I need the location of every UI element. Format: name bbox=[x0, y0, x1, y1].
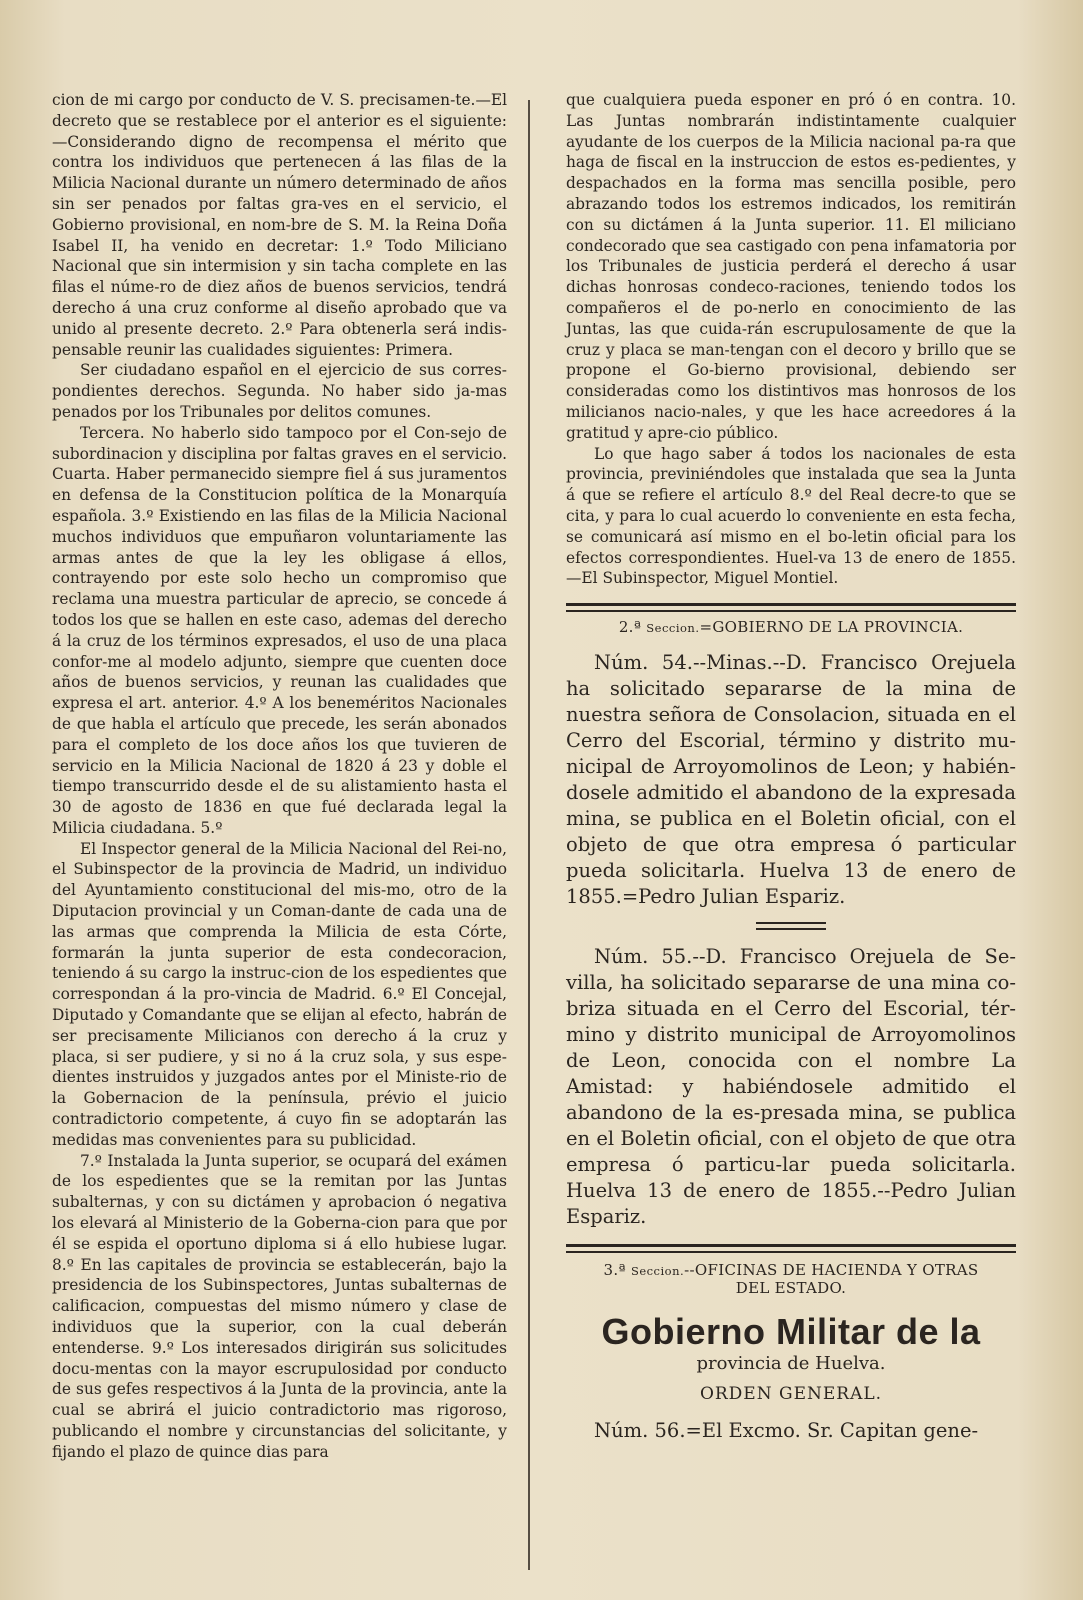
closing-paragraph: Lo que hago saber á todos los nacionales de esta provincia, previniéndoles que instalada que sea la Junta á que se refiere el artículo 8.º del Real decre-to que se cita, y para lo cual acuerdo lo conveniente en esta fecha, se comunicará así mismo en el bo-letin oficial para los efectos correspondientes. Huel-va 13 de enero de 1855.—El Subinspector, Miguel Montiel. bbox=[566, 444, 1016, 588]
section-3-heading: 3.ª Seccion.--OFICINAS DE HACIENDA Y OTRAS DEL ESTADO. bbox=[603, 1261, 979, 1298]
section-divider bbox=[566, 1244, 1016, 1253]
decree-continuation bbox=[566, 90, 1016, 589]
notice-divider bbox=[756, 922, 826, 930]
left-column bbox=[52, 90, 507, 1463]
military-government-title: Gobierno Militar de la bbox=[601, 1311, 981, 1353]
decree-paragraph: que cualquiera pueda esponer en pró ó en contra. 10. Las Juntas nombrarán indistintamente cualquier ayudante de los cuerpos de la Milicia nacional pa-ra que haga de fiscal en la instruccion de estos es-pedientes, y despachados en la forma mas sencilla posible, pero abrazando todos los estremos indicados, los remitirán con su dictámen á la Junta superior. 11. El miliciano condecorado que sea castigado con pena infamatoria por los Tribunales de justicia perderá el derecho á usar dichas honrosas condeco-raciones, teniendo todos los compañeros el de po-nerlo en conocimiento de las Juntas, las que cuida-rán escrupulosamente de que la cruz y placa se man-tengan con el decoro y brillo que se propone el Go-bierno provisional, debiendo ser consideradas como los distintivos mas honrosos de los milicianos nacio-nales, y que les hace acreedores á la gratitud y apre-cio público. bbox=[566, 91, 1016, 442]
section-2-heading: 2.ª Seccion.=GOBIERNO DE LA PROVINCIA. bbox=[618, 618, 964, 637]
decree-paragraph: El Inspector general de la Milicia Nacional del Rei-no, el Subinspector de la provincia de Madrid, un individuo del Ayuntamiento constitucional del mis-mo, otro de la Diputacion provincial y un Coman-dante de cada una de las armas que comprenda la Milicia de esta Córte, formarán la junta superior de esta condecoracion, teniendo á su cargo la instruc-cion de los espedientes que correspondan á la pro-vincia de Madrid. 6.º El Concejal, Diputado y Comandante que se elijan al efecto, habrán de ser precisamente Milicianos con derecho á la cruz y placa, si ser pudiere, y si no á la cruz sola, y sus espe-dientes instruidos y juzgados antes por el Ministe-rio de la Gobernacion de la península, prévio el juicio contradictorio competente, á cuyo fin se adoptarán las medidas mas convenientes para su publicidad. bbox=[52, 839, 507, 1149]
order-heading: ORDEN GENERAL. bbox=[699, 1384, 883, 1405]
decree-text bbox=[52, 90, 507, 1463]
column-divider bbox=[528, 100, 530, 1570]
notice-56: Núm. 56.=El Excmo. Sr. Capitan gene- bbox=[594, 1419, 979, 1443]
decree-paragraph: 7.º Instalada la Junta superior, se ocupará del exámen de los espedientes que se la remitan por las Juntas subalternas, y con su dictámen y aprobacion ó negativa los elevará al Ministerio de la Goberna-cion para que por él se espida el oportuno diploma si á ello hubiese lugar. 8.º En las capitales de provincia se establecerán, bajo la presidencia de los Subinspectores, Juntas subalternas de calificacion, compuestas del mismo número y clase de individuos que la superior, con la cual deberán entenderse. 9.º Los interesados dirigirán sus solicitudes docu-mentas con la mayor escrupulosidad por conducto de sus gefes respectivos á la Junta de la provincia, ante la cual se abrirá el juicio contradictorio mas rigoroso, publicando el nombre y circunstancias del solicitante, y fijando el plazo de quince dias para bbox=[52, 1151, 507, 1461]
notice-55: Núm. 55.--D. Francisco Orejuela de Se-villa, ha solicitado separarse de una mina co-briza situada en el Cerro del Escorial, tér-mino y distrito municipal de Arroyomolinos de Leon, conocida con el nombre La Amistad: y habiéndosele admitido el abandono de la es-presada mina, se publica en el Boletin oficial, con el objeto de que otra empresa ó particu-lar pueda solicitarla. Huelva 13 de enero de 1855.--Pedro Julian Espariz. bbox=[566, 945, 1016, 1229]
decree-paragraph: cion de mi cargo por conducto de V. S. precisamen-te.—El decreto que se restablece por el anterior es el siguiente:—Considerando digno de recompensa el mérito que contra los individuos que pertenecen á las filas de la Milicia Nacional durante un número determinado de años sin ser penados por faltas gra-ves en el servicio, el Gobierno provisional, en nom-bre de S. M. la Reina Doña Isabel II, ha venido en decretar: 1.º Todo Miliciano Nacional que sin intermision y sin tacha complete en las filas el núme-ro de diez años de buenos servicios, tendrá derecho á una cruz conforme al diseño aprobado que va unido al presente decreto. 2.º Para obtenerla será indis-pensable reunir las cualidades siguientes: Primera. bbox=[52, 91, 507, 359]
province-subtitle: provincia de Huelva. bbox=[696, 1353, 886, 1375]
notice-54: Núm. 54.--Minas.--D. Francisco Orejuela ha solicitado separarse de la mina de nuestra señora de Consolacion, situada en el Cerro del Escorial, término y distrito mu-nicipal de Arroyomolinos de Leon; y habién-dosele admitido el abandono de la expresada mina, se publica en el Boletin oficial, con el objeto de que otra empresa ó particular pueda solicitarla. Huelva 13 de enero de 1855.=Pedro Julian Espariz. bbox=[566, 651, 1016, 909]
decree-paragraph: Ser ciudadano español en el ejercicio de sus corres-pondientes derechos. Segunda. No haber sido ja-mas penados por los Tribunales por delitos comunes. bbox=[52, 361, 507, 421]
decree-paragraph: Tercera. No haberlo sido tampoco por el Con-sejo de subordinacion y disciplina por faltas graves en el servicio. Cuarta. Haber permanecido siempre fiel á sus juramentos en defensa de la Constitucion política de la Monarquía española. 3.º Existiendo en las filas de la Milicia Nacional muchos individuos que empuñaron voluntariamente las armas antes de que la ley les obligase á ellos, contrayendo por este solo hecho un compromiso que reclama una muestra particular de aprecio, se concede á todos los que se hallen en este caso, ademas del derecho á la cruz de los términos expresados, el uso de una placa confor-me al modelo adjunto, siempre que cuenten doce años de buenos servicios, y reunan las cualidades que expresa el art. anterior. 4.º A los beneméritos Nacionales de que habla el artículo que precede, les serán abonados para el completo de los doce años los que tuvieren de servicio en la Milicia Nacional de 1820 á 23 y doble el tiempo transcurrido desde el de su alistamiento hasta el 30 de agosto de 1836 en que fué declarada legal la Milicia ciudadana. 5.º bbox=[52, 423, 507, 837]
right-column bbox=[566, 90, 1016, 1444]
section-divider bbox=[566, 603, 1016, 612]
